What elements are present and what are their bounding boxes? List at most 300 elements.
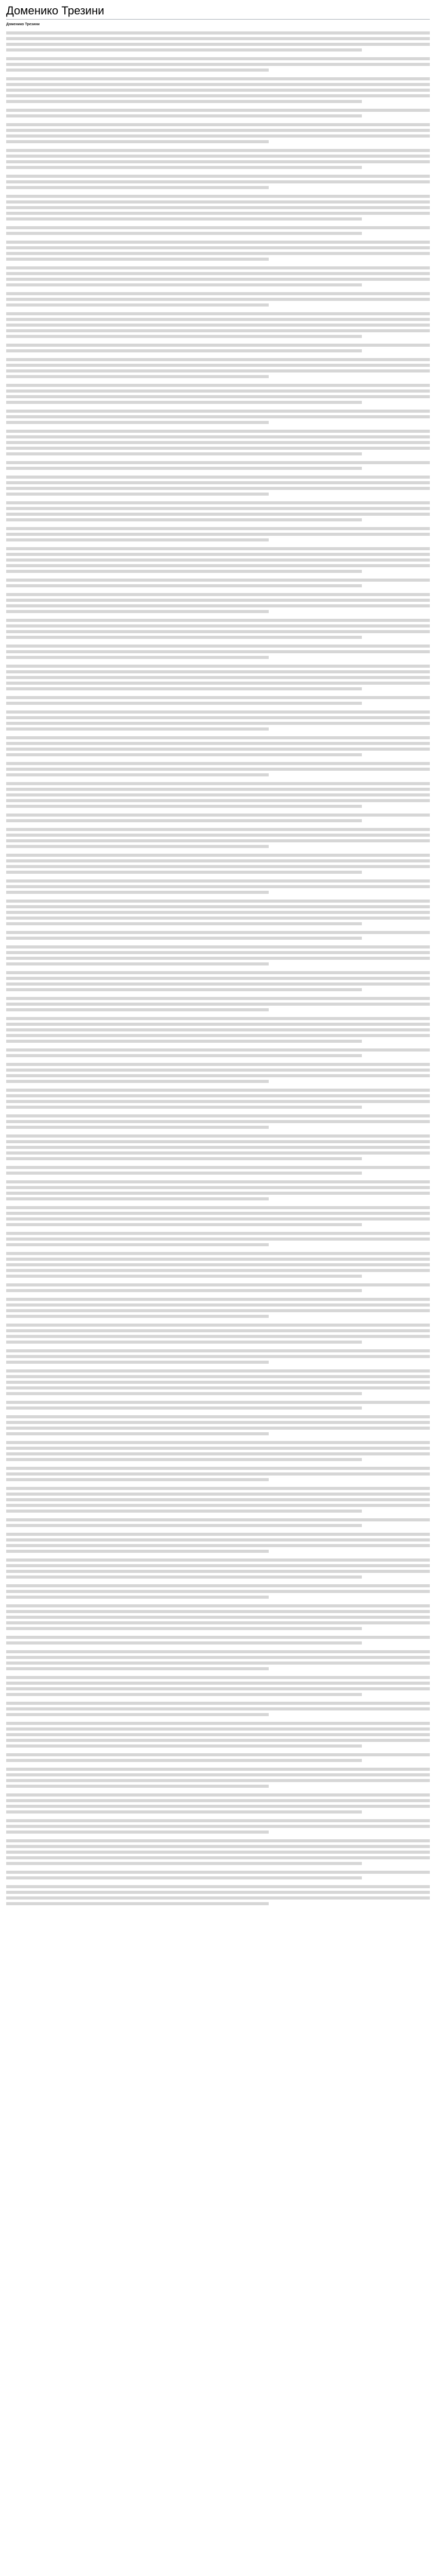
text-line-placeholder (6, 348, 362, 354)
text-line-placeholder (6, 1884, 430, 1890)
text-line-placeholder (6, 1451, 430, 1457)
text-line-placeholder (6, 1288, 362, 1294)
text-line-placeholder (6, 1354, 430, 1360)
text-line-placeholder (6, 1099, 430, 1105)
text-line-placeholder (6, 747, 430, 752)
text-line-placeholder (6, 434, 430, 440)
text-line-placeholder (6, 174, 430, 179)
text-line-placeholder (6, 1007, 269, 1013)
text-line-placeholder (6, 56, 430, 62)
text-line-placeholder (6, 1824, 430, 1829)
article-paragraph (6, 383, 430, 405)
article-paragraph (6, 1205, 430, 1228)
text-line-placeholder (6, 899, 430, 904)
text-line-placeholder (6, 1615, 430, 1620)
text-line-placeholder (6, 910, 430, 916)
text-line-placeholder (6, 623, 430, 629)
text-line-placeholder (6, 122, 430, 128)
article-body (6, 30, 430, 1907)
article-paragraph (6, 240, 430, 262)
text-line-placeholder (6, 1850, 430, 1855)
text-line-placeholder (6, 323, 430, 328)
article-paragraph (6, 1767, 430, 1789)
text-line-placeholder (6, 1268, 430, 1274)
text-line-placeholder (6, 374, 269, 380)
article-paragraph (6, 709, 430, 732)
text-line-placeholder (6, 870, 362, 875)
text-line-placeholder (6, 82, 430, 88)
text-line-placeholder (6, 1523, 362, 1529)
text-line-placeholder (6, 715, 430, 721)
text-line-placeholder (6, 36, 430, 42)
text-line-placeholder (6, 884, 430, 890)
text-line-placeholder (6, 42, 430, 47)
text-line-placeholder (6, 1784, 269, 1789)
text-line-placeholder (6, 205, 430, 211)
article-paragraph (6, 1179, 430, 1202)
text-line-placeholder (6, 1334, 430, 1340)
article-paragraph (6, 1818, 430, 1835)
text-line-placeholder (6, 1400, 430, 1405)
text-line-placeholder (6, 853, 430, 858)
text-line-placeholder (6, 1537, 430, 1543)
text-line-placeholder (6, 1798, 430, 1804)
article-paragraph (6, 311, 430, 340)
text-line-placeholder (6, 618, 430, 623)
text-line-placeholder (6, 88, 430, 93)
text-line-placeholder (6, 981, 430, 987)
article-paragraph (6, 664, 430, 692)
text-line-placeholder (6, 970, 430, 976)
article-paragraph (6, 1675, 430, 1698)
text-line-placeholder (6, 317, 430, 323)
article-paragraph (6, 781, 430, 809)
text-line-placeholder (6, 460, 430, 466)
text-line-placeholder (6, 1440, 430, 1446)
text-line-placeholder (6, 804, 362, 809)
text-line-placeholder (6, 446, 430, 451)
article-paragraph (6, 1583, 430, 1600)
article-paragraph (6, 1701, 430, 1718)
text-line-placeholder (6, 1457, 362, 1463)
text-line-placeholder (6, 1196, 269, 1202)
text-line-placeholder (6, 1446, 430, 1451)
text-line-placeholder (6, 1179, 430, 1185)
article-paragraph (6, 1062, 430, 1084)
text-line-placeholder (6, 231, 362, 236)
text-line-placeholder (6, 1686, 430, 1692)
text-line-placeholder (6, 517, 362, 523)
article-paragraph (6, 592, 430, 615)
text-line-placeholder (6, 474, 430, 480)
text-line-placeholder (6, 1517, 430, 1523)
text-line-placeholder (6, 1139, 430, 1145)
text-line-placeholder (6, 578, 430, 583)
text-line-placeholder (6, 113, 362, 119)
text-line-placeholder (6, 1222, 362, 1228)
text-line-placeholder (6, 1323, 430, 1328)
text-line-placeholder (6, 1721, 430, 1726)
text-line-placeholder (6, 225, 430, 231)
article-paragraph (6, 56, 430, 73)
text-line-placeholder (6, 139, 269, 145)
text-line-placeholder (6, 1145, 430, 1150)
article-paragraph (6, 1400, 430, 1411)
text-line-placeholder (6, 709, 430, 715)
article-paragraph (6, 474, 430, 497)
text-line-placeholder (6, 251, 430, 257)
text-line-placeholder (6, 563, 430, 569)
text-line-placeholder (6, 1236, 430, 1242)
text-line-placeholder (6, 76, 430, 82)
text-line-placeholder (6, 500, 430, 506)
text-line-placeholder (6, 1471, 430, 1477)
text-line-placeholder (6, 440, 430, 446)
text-line-placeholder (6, 1185, 430, 1191)
article-paragraph (6, 1792, 430, 1815)
text-line-placeholder (6, 1804, 430, 1809)
text-line-placeholder (6, 1079, 269, 1084)
article-paragraph (6, 618, 430, 640)
text-line-placeholder (6, 93, 430, 99)
article-paragraph (6, 578, 430, 589)
text-line-placeholder (6, 1492, 430, 1497)
text-line-placeholder (6, 603, 430, 609)
article-paragraph (6, 1517, 430, 1529)
text-line-placeholder (6, 592, 430, 598)
text-line-placeholder (6, 921, 362, 927)
text-line-placeholder (6, 245, 430, 251)
text-line-placeholder (6, 185, 269, 191)
text-line-placeholder (6, 1809, 362, 1815)
text-line-placeholder (6, 383, 430, 388)
text-line-placeholder (6, 1875, 362, 1881)
text-line-placeholder (6, 686, 362, 692)
text-line-placeholder (6, 1655, 430, 1660)
text-line-placeholder (6, 546, 430, 552)
text-line-placeholder (6, 844, 269, 850)
text-line-placeholder (6, 414, 430, 420)
text-line-placeholder (6, 1838, 430, 1844)
article-paragraph (6, 1047, 430, 1059)
text-line-placeholder (6, 1649, 430, 1655)
text-line-placeholder (6, 1609, 430, 1615)
text-line-placeholder (6, 506, 430, 512)
text-line-placeholder (6, 1901, 269, 1907)
article-paragraph (6, 1870, 430, 1881)
text-line-placeholder (6, 1088, 430, 1093)
text-line-placeholder (6, 1640, 362, 1646)
text-line-placeholder (6, 1726, 430, 1732)
text-line-placeholder (6, 211, 430, 216)
text-line-placeholder (6, 1701, 430, 1706)
article-paragraph (6, 1838, 430, 1867)
text-line-placeholder (6, 99, 362, 105)
text-line-placeholder (6, 1027, 430, 1033)
text-line-placeholder (6, 916, 430, 921)
text-line-placeholder (6, 681, 430, 686)
text-line-placeholder (6, 1340, 362, 1345)
text-line-placeholder (6, 1067, 430, 1073)
text-line-placeholder (6, 1563, 430, 1569)
text-line-placeholder (6, 1829, 269, 1835)
text-line-placeholder (6, 1385, 430, 1391)
text-line-placeholder (6, 1348, 430, 1354)
article-paragraph (6, 1440, 430, 1463)
text-line-placeholder (6, 1477, 269, 1483)
article-paragraph (6, 1466, 430, 1483)
text-line-placeholder (6, 265, 430, 271)
text-line-placeholder (6, 936, 362, 941)
text-line-placeholder (6, 878, 430, 884)
text-line-placeholder (6, 199, 430, 205)
article-paragraph (6, 460, 430, 471)
text-line-placeholder (6, 1165, 430, 1171)
text-line-placeholder (6, 1681, 430, 1686)
text-line-placeholder (6, 635, 362, 640)
text-line-placeholder (6, 526, 430, 532)
article-paragraph (6, 1635, 430, 1646)
text-line-placeholder (6, 664, 430, 669)
article-paragraph (6, 1113, 430, 1130)
text-line-placeholder (6, 695, 430, 701)
article-paragraph (6, 1414, 430, 1437)
text-line-placeholder (6, 394, 430, 400)
text-line-placeholder (6, 1314, 269, 1319)
text-line-placeholder (6, 557, 430, 563)
text-line-placeholder (6, 1743, 362, 1749)
text-line-placeholder (6, 904, 430, 910)
text-line-placeholder (6, 552, 430, 557)
text-line-placeholder (6, 583, 362, 589)
article-paragraph (6, 1557, 430, 1580)
text-line-placeholder (6, 1150, 430, 1156)
text-line-placeholder (6, 486, 430, 492)
article-subtitle: Доменико Трезини (6, 23, 40, 26)
text-line-placeholder (6, 1308, 430, 1314)
text-line-placeholder (6, 726, 269, 732)
text-line-placeholder (6, 1053, 362, 1059)
text-line-placeholder (6, 159, 430, 165)
text-line-placeholder (6, 1890, 430, 1895)
article-paragraph (6, 1016, 430, 1044)
text-line-placeholder (6, 302, 269, 308)
text-line-placeholder (6, 1557, 430, 1563)
article-paragraph (6, 148, 430, 171)
text-line-placeholder (6, 1574, 362, 1580)
text-line-placeholder (6, 1156, 362, 1162)
text-line-placeholder (6, 1844, 430, 1850)
text-line-placeholder (6, 864, 430, 870)
text-line-placeholder (6, 1125, 269, 1130)
text-line-placeholder (6, 944, 430, 950)
text-line-placeholder (6, 1391, 362, 1397)
article-paragraph (6, 1649, 430, 1672)
article-paragraph (6, 1297, 430, 1319)
text-line-placeholder (6, 669, 430, 675)
text-line-placeholder (6, 1262, 430, 1268)
text-line-placeholder (6, 752, 362, 758)
article-paragraph (6, 1323, 430, 1345)
text-line-placeholder (6, 357, 430, 363)
article-paragraph (6, 1721, 430, 1749)
text-line-placeholder (6, 1767, 430, 1772)
text-line-placeholder (6, 1503, 430, 1509)
text-line-placeholder (6, 741, 430, 747)
text-line-placeholder (6, 1895, 430, 1901)
text-line-placeholder (6, 1675, 430, 1681)
text-line-placeholder (6, 1073, 430, 1079)
text-line-placeholder (6, 429, 430, 434)
text-line-placeholder (6, 1297, 430, 1302)
text-line-placeholder (6, 1093, 430, 1099)
text-line-placeholder (6, 1414, 430, 1420)
text-line-placeholder (6, 311, 430, 317)
article-paragraph (6, 357, 430, 380)
text-line-placeholder (6, 128, 430, 133)
text-line-placeholder (6, 812, 430, 818)
article-paragraph (6, 827, 430, 850)
text-line-placeholder (6, 133, 430, 139)
article-paragraph (6, 194, 430, 222)
article-paragraph (6, 1133, 430, 1162)
text-line-placeholder (6, 1047, 430, 1053)
text-line-placeholder (6, 761, 430, 767)
article-paragraph (6, 695, 430, 706)
text-line-placeholder (6, 1133, 430, 1139)
text-line-placeholder (6, 30, 430, 36)
text-line-placeholder (6, 996, 430, 1002)
text-line-placeholder (6, 480, 430, 486)
article-paragraph (6, 291, 430, 308)
text-line-placeholder (6, 1732, 430, 1738)
article-paragraph (6, 1282, 430, 1294)
text-line-placeholder (6, 1486, 430, 1492)
text-line-placeholder (6, 1033, 430, 1039)
text-line-placeholder (6, 787, 430, 792)
text-line-placeholder (6, 767, 430, 772)
text-line-placeholder (6, 609, 269, 615)
text-line-placeholder (6, 818, 362, 824)
article-paragraph (6, 108, 430, 119)
article-paragraph (6, 1486, 430, 1514)
text-line-placeholder (6, 257, 269, 262)
text-line-placeholder (6, 1509, 362, 1514)
text-line-placeholder (6, 629, 430, 635)
text-line-placeholder (6, 1712, 269, 1718)
article-paragraph (6, 526, 430, 543)
text-line-placeholder (6, 1426, 430, 1431)
text-line-placeholder (6, 1660, 430, 1666)
text-line-placeholder (6, 1191, 430, 1196)
text-line-placeholder (6, 1302, 430, 1308)
text-line-placeholder (6, 1119, 430, 1125)
text-line-placeholder (6, 466, 362, 471)
text-line-placeholder (6, 1870, 430, 1875)
text-line-placeholder (6, 368, 430, 374)
article-paragraph (6, 343, 430, 354)
text-line-placeholder (6, 1466, 430, 1471)
text-line-placeholder (6, 1328, 430, 1334)
text-line-placeholder (6, 1635, 430, 1640)
article-paragraph (6, 899, 430, 927)
text-line-placeholder (6, 956, 430, 961)
text-line-placeholder (6, 67, 269, 73)
text-line-placeholder (6, 1772, 430, 1778)
text-line-placeholder (6, 451, 362, 457)
text-line-placeholder (6, 1062, 430, 1067)
text-line-placeholder (6, 792, 430, 798)
text-line-placeholder (6, 194, 430, 199)
article-paragraph (6, 1088, 430, 1110)
text-line-placeholder (6, 772, 269, 778)
text-line-placeholder (6, 420, 269, 426)
text-line-placeholder (6, 512, 430, 517)
text-line-placeholder (6, 108, 430, 113)
text-line-placeholder (6, 890, 269, 895)
article-paragraph (6, 1368, 430, 1397)
text-line-placeholder (6, 655, 269, 660)
text-line-placeholder (6, 1692, 362, 1698)
text-line-placeholder (6, 1113, 430, 1119)
text-line-placeholder (6, 179, 430, 185)
text-line-placeholder (6, 282, 362, 288)
text-line-placeholder (6, 1374, 430, 1380)
text-line-placeholder (6, 388, 430, 394)
text-line-placeholder (6, 1752, 430, 1758)
text-line-placeholder (6, 409, 430, 414)
text-line-placeholder (6, 1706, 430, 1712)
article-paragraph (6, 812, 430, 824)
article-paragraph (6, 174, 430, 191)
article-paragraph (6, 1603, 430, 1632)
article-paragraph (6, 500, 430, 523)
text-line-placeholder (6, 1595, 269, 1600)
article-paragraph (6, 643, 430, 660)
text-line-placeholder (6, 1818, 430, 1824)
text-line-placeholder (6, 216, 362, 222)
article-paragraph (6, 409, 430, 426)
text-line-placeholder (6, 148, 430, 154)
text-line-placeholder (6, 598, 430, 603)
text-line-placeholder (6, 1549, 269, 1554)
article-paragraph (6, 1348, 430, 1365)
text-line-placeholder (6, 400, 362, 405)
text-line-placeholder (6, 1282, 430, 1288)
text-line-placeholder (6, 976, 430, 981)
text-line-placeholder (6, 1360, 269, 1365)
text-line-placeholder (6, 328, 430, 334)
text-line-placeholder (6, 532, 430, 537)
article-paragraph (6, 970, 430, 993)
text-line-placeholder (6, 1543, 430, 1549)
article-paragraph (6, 76, 430, 105)
text-line-placeholder (6, 537, 269, 543)
article-paragraph (6, 265, 430, 288)
article-paragraph (6, 735, 430, 758)
article-paragraph (6, 1231, 430, 1248)
text-line-placeholder (6, 363, 430, 368)
text-line-placeholder (6, 1855, 430, 1861)
text-line-placeholder (6, 1666, 269, 1672)
article-paragraph (6, 996, 430, 1013)
text-line-placeholder (6, 649, 430, 655)
text-line-placeholder (6, 1758, 362, 1764)
text-line-placeholder (6, 781, 430, 787)
text-line-placeholder (6, 838, 430, 844)
article-paragraph (6, 30, 430, 53)
text-line-placeholder (6, 1231, 430, 1236)
